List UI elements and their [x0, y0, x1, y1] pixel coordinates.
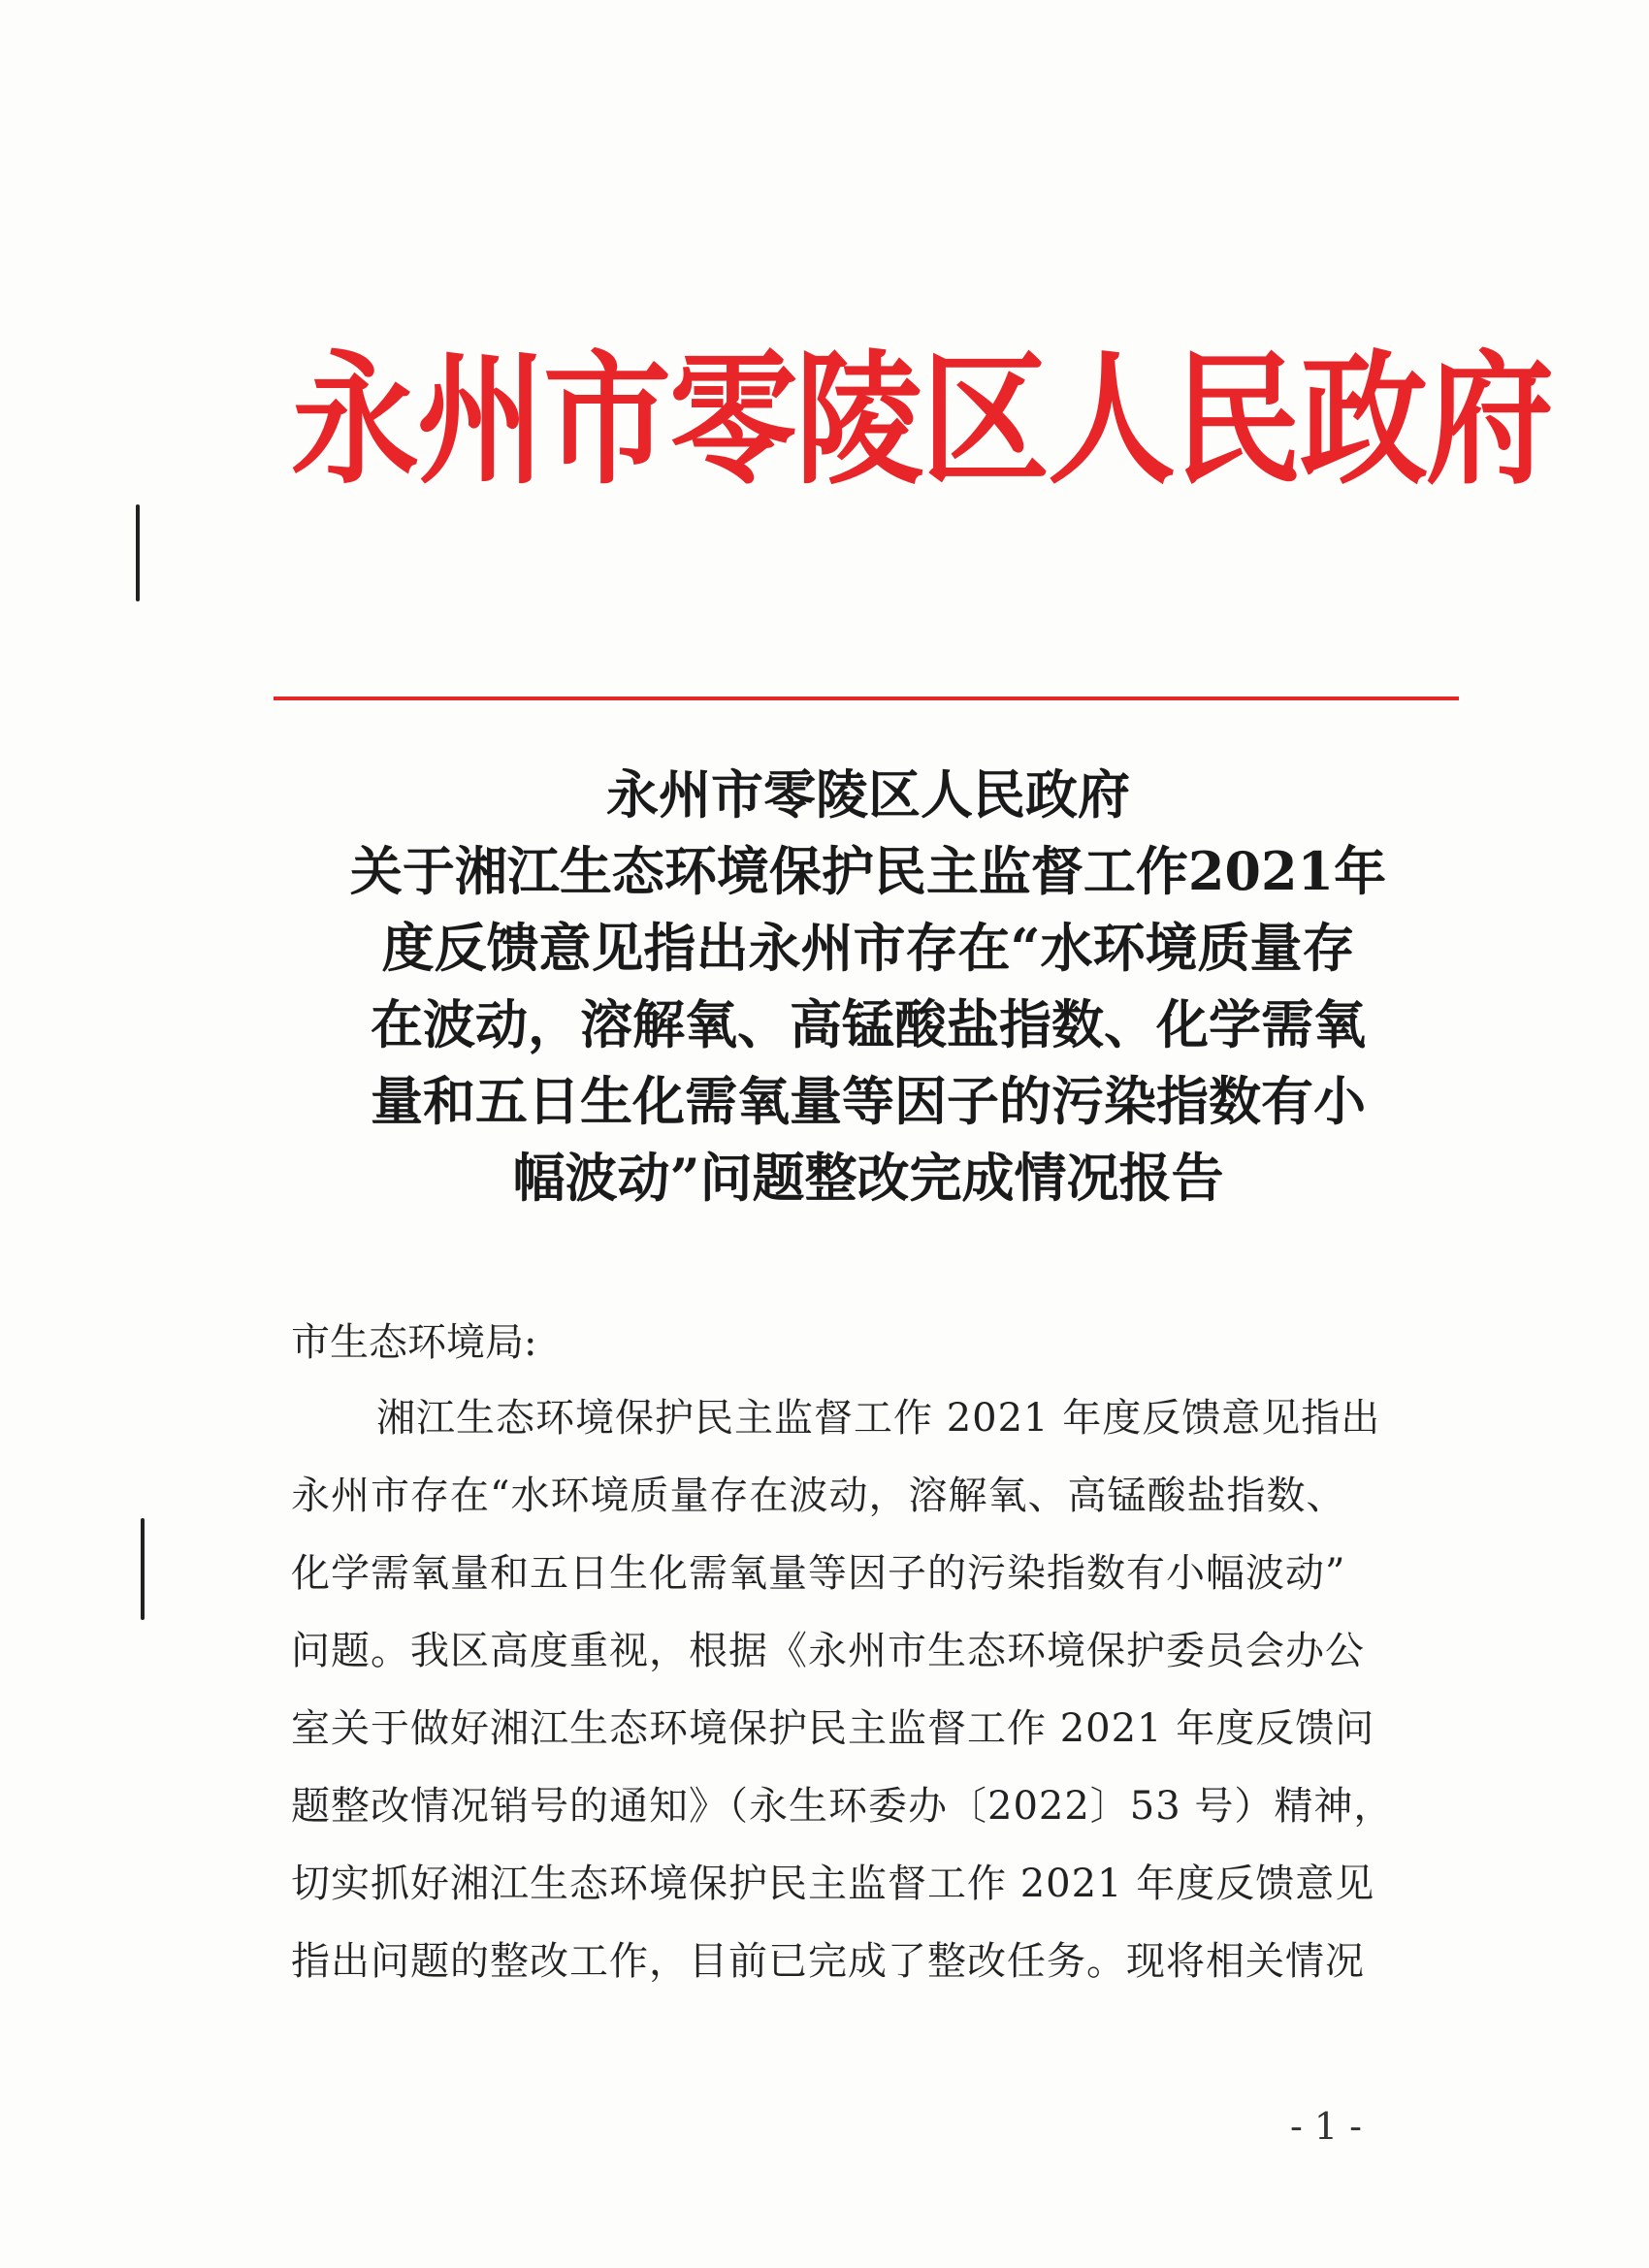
binding-mark-top — [136, 504, 140, 601]
body-line: 永州市存在“水环境质量存在波动，溶解氧、高锰酸盐指数、 — [291, 1474, 1346, 1518]
body-line: 湘江生态环境保护民主监督工作 2021 年度反馈意见指出 — [376, 1396, 1381, 1441]
title-line: 关于湘江生态环境保护民主监督工作2021年 — [349, 840, 1387, 902]
body-paragraph — [291, 1379, 1455, 2000]
title-line: 永州市零陵区人民政府 — [606, 763, 1130, 826]
salutation: 市生态环境局: — [291, 1320, 537, 1365]
binding-mark-bottom — [141, 1518, 145, 1620]
title-line: 幅波动”问题整改完成情况报告 — [512, 1147, 1224, 1209]
document-title — [281, 757, 1455, 1216]
body-line: 题整改情况销号的通知》（永生环委办〔2022〕53 号）精神， — [291, 1784, 1394, 1829]
body-line: 室关于做好湘江生态环境保护民主监督工作 2021 年度反馈问 — [291, 1706, 1375, 1751]
body-line: 化学需氧量和五日生化需氧量等因子的污染指数有小幅波动” — [291, 1551, 1346, 1596]
red-masthead: 永州市零陵区人民政府 — [291, 337, 1552, 505]
title-line: 在波动，溶解氧、高锰酸盐指数、化学需氧 — [371, 993, 1366, 1055]
body-line: 切实抓好湘江生态环境保护民主监督工作 2021 年度反馈意见 — [291, 1862, 1375, 1906]
body-line: 指出问题的整改工作，目前已完成了整改任务。现将相关情况 — [291, 1939, 1365, 1984]
title-line: 度反馈意见指出永州市存在“水环境质量存 — [381, 917, 1355, 979]
body-line: 问题。我区高度重视，根据《永州市生态环境保护委员会办公 — [291, 1629, 1365, 1673]
red-separator-line — [274, 697, 1459, 700]
page-number: - 1 - — [1290, 2105, 1363, 2148]
title-line: 量和五日生化需氧量等因子的污染指数有小 — [371, 1070, 1366, 1132]
